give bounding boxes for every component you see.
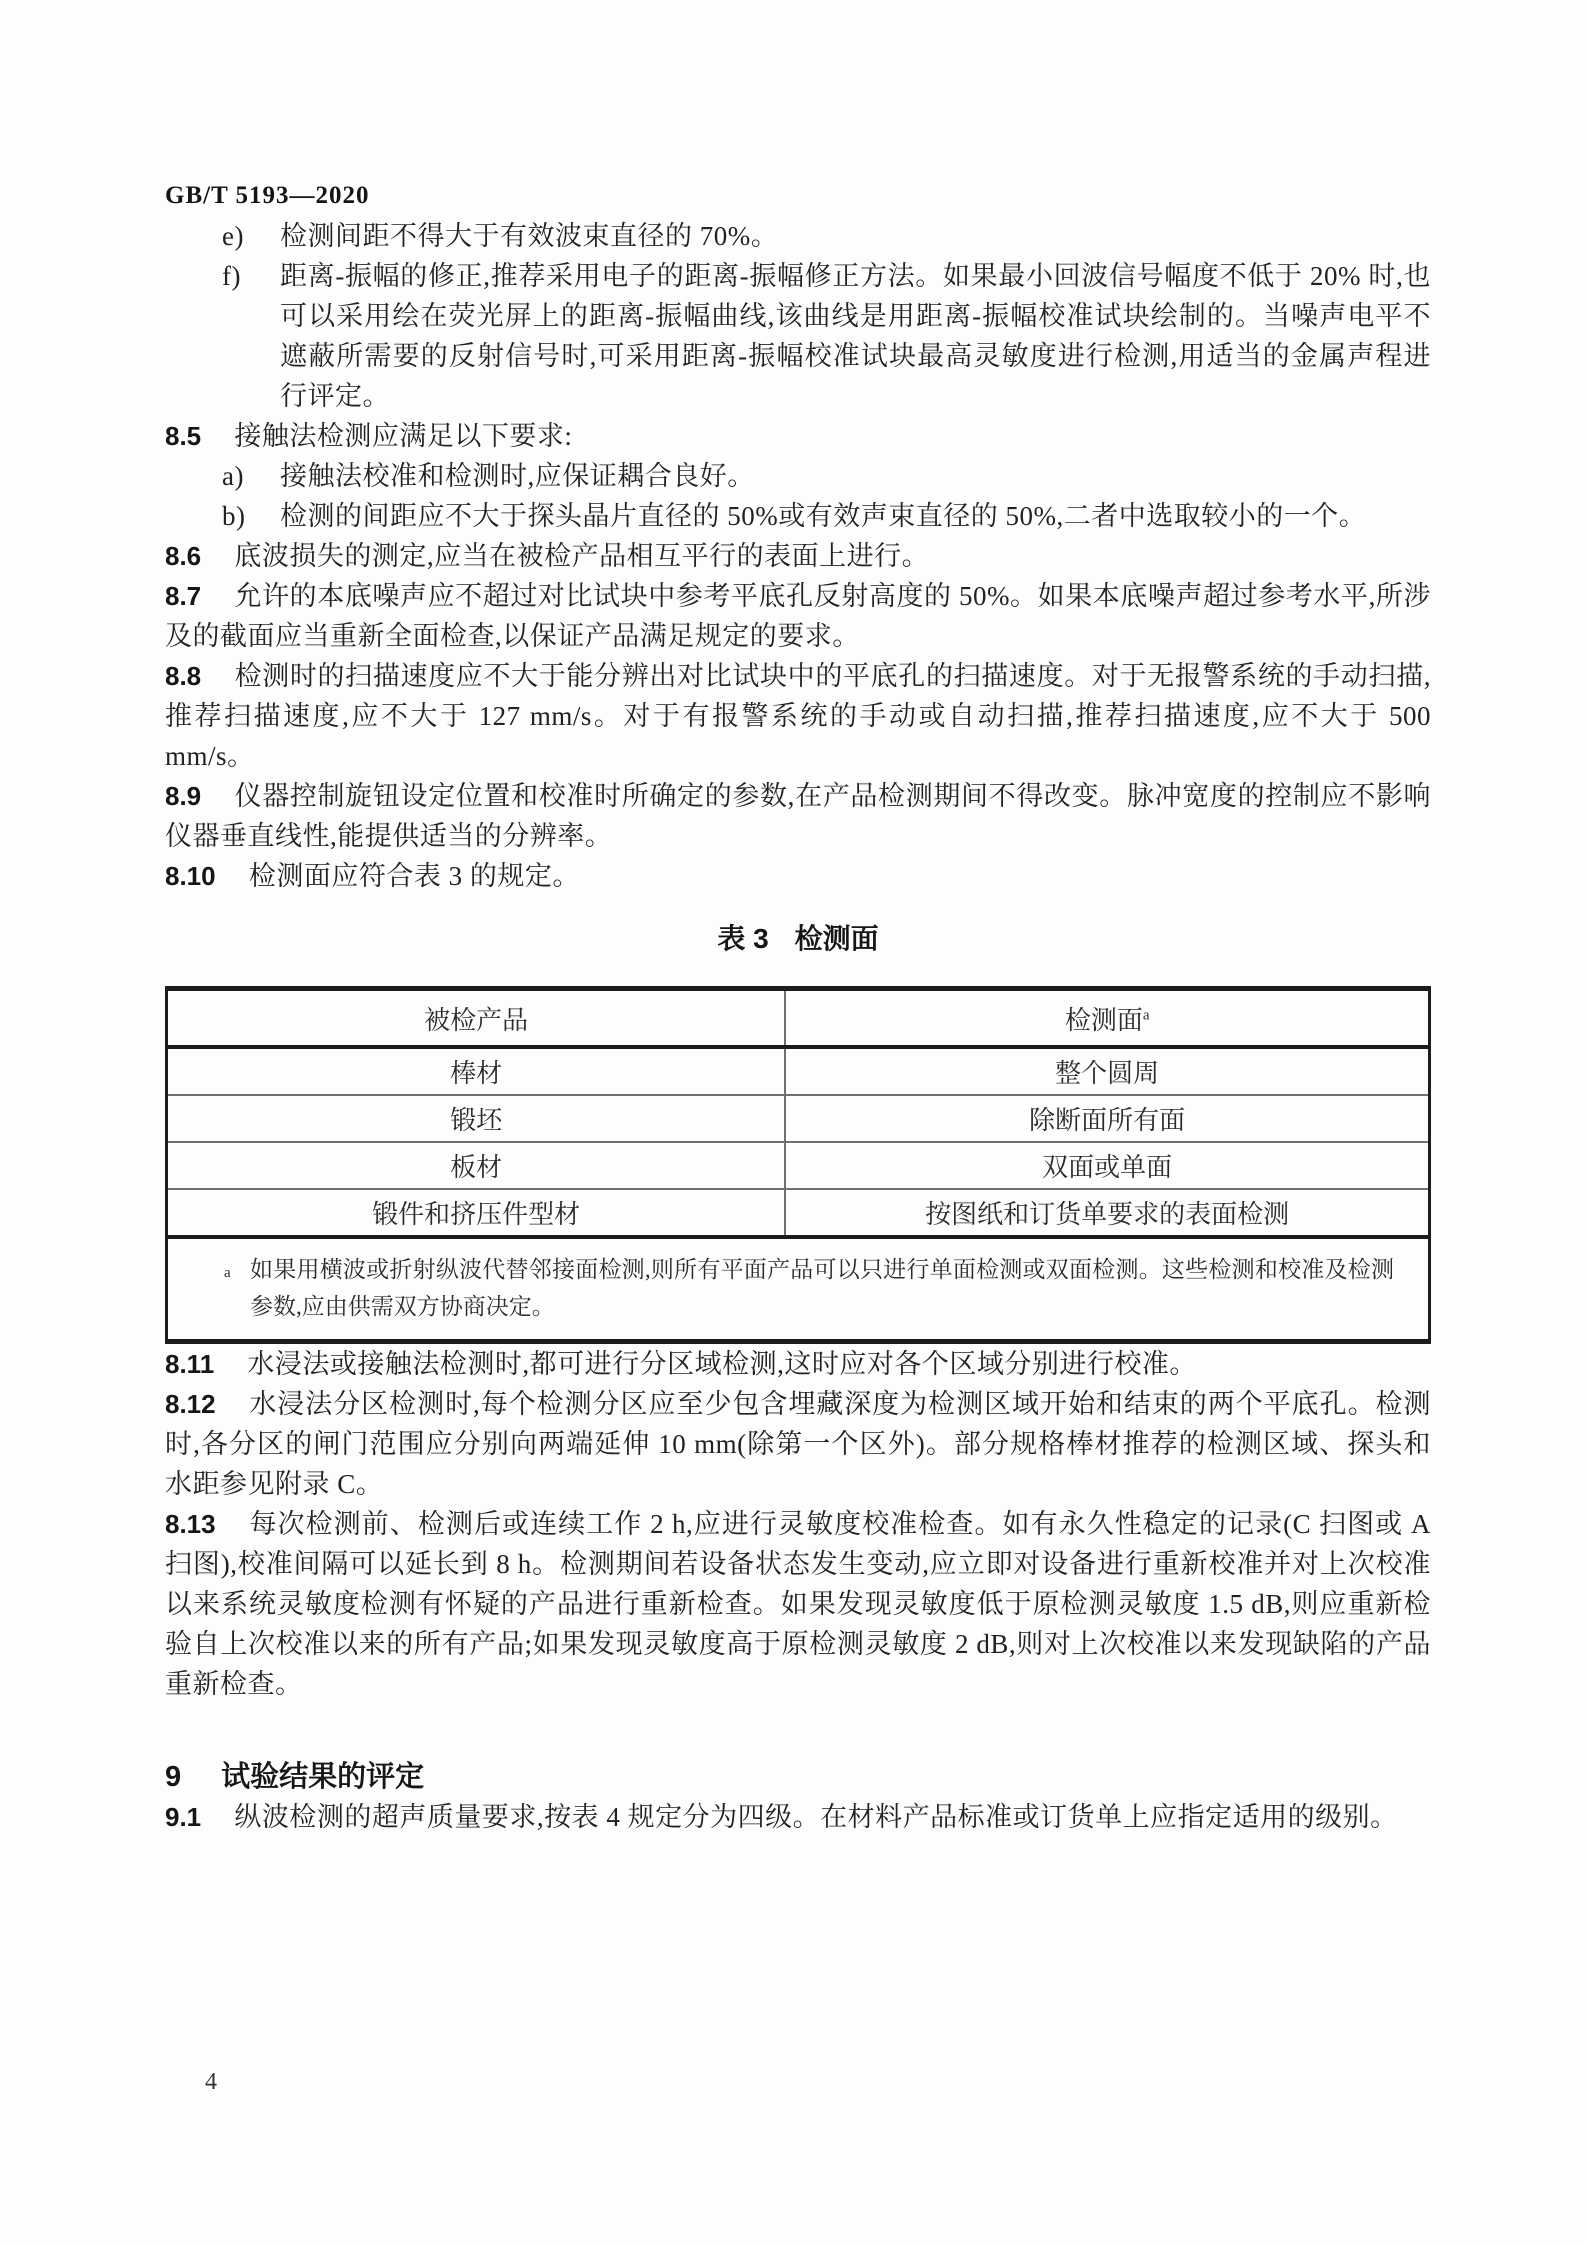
clause-8-7-number: 8.7: [165, 581, 202, 611]
table-3-caption-title: 检测面: [794, 923, 879, 954]
clause-8-11: [165, 1344, 1431, 1384]
list-item-e: [165, 216, 1431, 256]
list-item-e-marker: e): [222, 221, 244, 251]
table-3-footnote-cell: [167, 1237, 1430, 1342]
table-3-header-row: [167, 989, 1430, 1048]
clause-8-6: [165, 536, 1431, 576]
clause-8-6-number: 8.6: [165, 541, 202, 571]
clause-9-1: [165, 1797, 1431, 1837]
table-3-header-col2: [785, 989, 1429, 1048]
list-item-a-marker: a): [222, 461, 244, 491]
clause-8-9-number: 8.9: [165, 781, 202, 811]
clause-8-13-number: 8.13: [165, 1509, 216, 1539]
clause-8-5-text: 接触法检测应满足以下要求:: [234, 421, 573, 451]
table-row: [167, 1047, 1430, 1095]
clause-8-10-text: 检测面应符合表 3 的规定。: [248, 861, 580, 891]
list-item-f: [165, 256, 1431, 416]
table-cell-product: 锻件和挤压件型材: [167, 1189, 786, 1237]
table-cell-surface: 双面或单面: [785, 1142, 1429, 1189]
table-3: [165, 986, 1431, 1344]
list-item-f-text: 距离-振幅的修正,推荐采用电子的距离-振幅修正方法。如果最小回波信号幅度不低于 20% 时,也可以采用绘在荧光屏上的距离-振幅曲线,该曲线是用距离-振幅校准试块绘制的。当噪声电平不遮蔽所需要的反射信号时,可采用距离-振幅校准试块最高灵敏度进行检测,用适当的金属声程进行评定。: [280, 261, 1431, 411]
clause-8-9-text: 仪器控制旋钮设定位置和校准时所确定的参数,在产品检测期间不得改变。脉冲宽度的控制应不影响仪器垂直线性,能提供适当的分辨率。: [165, 781, 1431, 851]
clause-9-1-number: 9.1: [165, 1802, 202, 1832]
table-cell-product: 锻坯: [167, 1095, 786, 1142]
table-3-footnote-sup: a: [224, 1265, 231, 1281]
table-3-footnote-text: 如果用横波或折射纵波代替邻接面检测,则所有平面产品可以只进行单面检测或双面检测。这些检测和校准及检测参数,应由供需双方协商决定。: [250, 1257, 1394, 1319]
clause-8-12-text: 水浸法分区检测时,每个检测分区应至少包含埋藏深度为检测区域开始和结束的两个平底孔。检测时,各分区的闸门范围应分别向两端延伸 10 mm(除第一个区外)。部分规格棒材推荐的检测区域、探头和水距参见附录 C。: [165, 1389, 1432, 1499]
clause-8-8-number: 8.8: [165, 661, 202, 691]
list-item-b-text: 检测的间距应不大于探头晶片直径的 50%或有效声束直径的 50%,二者中选取较小的一个。: [280, 501, 1367, 531]
clause-8-8: [165, 656, 1431, 776]
clause-8-10-number: 8.10: [165, 861, 216, 891]
table-cell-surface: 除断面所有面: [785, 1095, 1429, 1142]
clause-8-7-text: 允许的本底噪声应不超过对比试块中参考平底孔反射高度的 50%。如果本底噪声超过参考水平,所涉及的截面应当重新全面检查,以保证产品满足规定的要求。: [165, 581, 1432, 651]
table-cell-surface: 按图纸和订货单要求的表面检测: [785, 1189, 1429, 1237]
table-3-footnote-row: [167, 1237, 1430, 1342]
page-number: 4: [205, 2069, 217, 2095]
clause-8-13-text: 每次检测前、检测后或连续工作 2 h,应进行灵敏度校准检查。如有永久性稳定的记录(C 扫图或 A 扫图),校准间隔可以延长到 8 h。检测期间若设备状态发生变动,应立即对设备进行重新校准并对上次校准以来系统灵敏度检测有怀疑的产品进行重新检查。如果发现灵敏度低于原检测灵敏度 1.5 dB,则应重新检验自上次校准以来的所有产品;如果发现灵敏度高于原检测灵敏度 2 dB,则对上次校准以来发现缺陷的产品重新检查。: [165, 1509, 1432, 1699]
table-3-caption: [165, 919, 1431, 959]
section-9-title: 试验结果的评定: [221, 1761, 425, 1793]
list-item-b: [165, 496, 1431, 536]
clause-8-12-number: 8.12: [165, 1389, 216, 1419]
table-cell-product: 板材: [167, 1142, 786, 1189]
section-9-heading: [165, 1757, 1431, 1797]
clause-8-11-text: 水浸法或接触法检测时,都可进行分区域检测,这时应对各个区域分别进行校准。: [247, 1349, 1197, 1379]
clause-8-8-text: 检测时的扫描速度应不大于能分辨出对比试块中的平底孔的扫描速度。对于无报警系统的手动扫描,推荐扫描速度,应不大于 127 mm/s。对于有报警系统的手动或自动扫描,推荐扫描速度,应不大于 500 mm/s。: [165, 661, 1431, 771]
table-row: [167, 1095, 1430, 1142]
table-3-caption-label: 表 3: [717, 923, 769, 954]
section-9-number: 9: [165, 1761, 182, 1793]
clause-9-1-text: 纵波检测的超声质量要求,按表 4 规定分为四级。在材料产品标准或订货单上应指定适用的级别。: [234, 1802, 1398, 1832]
page-content: [165, 0, 1431, 1837]
list-item-e-text: 检测间距不得大于有效波束直径的 70%。: [280, 221, 779, 251]
table-row: [167, 1189, 1430, 1237]
clause-8-13: [165, 1504, 1431, 1704]
clause-8-5: [165, 416, 1431, 456]
standard-number-header: GB/T 5193—2020: [165, 182, 370, 209]
list-item-a: [165, 456, 1431, 496]
list-item-f-marker: f): [222, 261, 241, 291]
table-3-header-col2-sup: a: [1142, 1006, 1150, 1023]
clause-8-6-text: 底波损失的测定,应当在被检产品相互平行的表面上进行。: [234, 541, 930, 571]
table-cell-surface: 整个圆周: [785, 1047, 1429, 1095]
list-item-a-text: 接触法校准和检测时,应保证耦合良好。: [280, 461, 755, 491]
clause-8-5-number: 8.5: [165, 421, 202, 451]
clause-8-11-number: 8.11: [165, 1349, 215, 1379]
table-3-header-col2-text: 检测面: [1064, 1005, 1143, 1035]
clause-8-12: [165, 1384, 1431, 1504]
table-cell-product: 棒材: [167, 1047, 786, 1095]
table-3-header-col1: 被检产品: [167, 989, 786, 1048]
clause-8-7: [165, 576, 1431, 656]
table-row: [167, 1142, 1430, 1189]
clause-8-10: [165, 856, 1431, 896]
list-item-b-marker: b): [222, 501, 246, 531]
clause-8-9: [165, 776, 1431, 856]
